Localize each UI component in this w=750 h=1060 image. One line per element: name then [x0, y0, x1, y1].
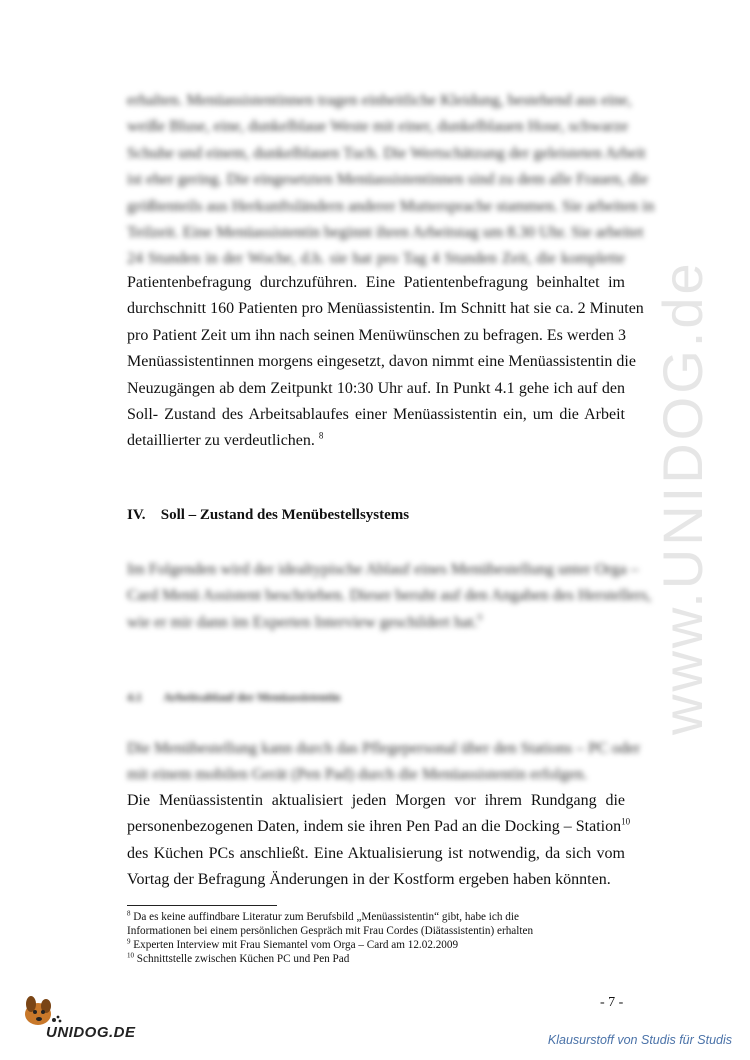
text-line: ist eher gering. Die eingesetzten Menüassistentinnen sind zu dem alle Frauen, die [127, 171, 649, 189]
tagline: Klausurstoff von Studis für Studis [547, 1033, 732, 1047]
footnote-number: 8 [127, 909, 131, 918]
text-line: Neuzugängen ab dem Zeitpunkt 10:30 Uhr auf. In Punkt 4.1 gehe ich auf den [127, 379, 625, 397]
logo-text[interactable]: UNIDOG.DE [46, 1024, 136, 1041]
section-number: IV. [127, 507, 146, 523]
footnote-number: 9 [127, 937, 131, 946]
footnotes [127, 910, 627, 966]
text-line: größtenteils aus Herkunftsländern anderer Muttersprache stammen. Sie arbeiten in [127, 197, 655, 215]
text-line-content: wie er mir dann im Experten Interview geschildert hat. [127, 613, 478, 631]
text-line [127, 814, 631, 840]
text-line: pro Patient Zeit um ihn nach seinen Menüwünschen zu befragen. Es werden 3 [127, 326, 626, 344]
text-line-content: personenbezogenen Daten, indem sie ihren Pen Pad an die Docking – Station [127, 818, 622, 836]
text-line: Die Menübestellung kann durch das Pflegepersonal über den Stations – PC oder [127, 740, 641, 757]
footnote-number: 10 [127, 951, 134, 960]
text-line [127, 428, 625, 454]
subsection-paragraph [127, 788, 631, 894]
text-line: durchschnitt 160 Patienten pro Menüassistentin. Im Schnitt hat sie ca. 2 Minuten [127, 300, 644, 318]
text-line: Schuhe und einem, dunkelblauen Tuch. Die Wertschätzung der geleisteten Arbeit [127, 144, 646, 162]
footnote [127, 924, 627, 938]
text-line: 24 Stunden in der Woche, d.h. sie hat pro Tag 4 Stunden Zeit, die komplette [127, 250, 625, 268]
subsection-heading [127, 690, 340, 705]
text-line: Patientenbefragung durchzuführen. Eine Patientenbefragung beinhaltet im [127, 274, 625, 291]
watermark: www.UNIDOG.de [651, 260, 714, 735]
footnote-ref: 9 [477, 612, 483, 623]
text-line [127, 610, 625, 636]
text-line: mit einem mobilen Gerät (Pen Pad) durch die Menüassistentin erfolgen. [127, 766, 588, 784]
text-line: Teilzeit. Eine Menüassistentin beginnt ihren Arbeitstag um 8.30 Uhr. Sie arbeitet [127, 224, 644, 242]
footnote-text: Da es keine auffindbare Literatur zum Berufsbild „Menüassistentin“ gibt, habe ich die [130, 911, 519, 923]
section-blurred-text [127, 557, 652, 636]
text-line: erhalten. Menüassistentinnen tragen einheitliche Kleidung, bestehend aus eine, [127, 92, 632, 109]
footnote-ref[interactable]: 10 [621, 817, 631, 828]
section-title: Soll – Zustand des Menübestellsystems [160, 507, 410, 523]
section-heading [127, 507, 409, 524]
footnote-text: Informationen bei einem persönlichen Gespräch mit Frau Cordes (Diätassistentin) erhalten [127, 925, 534, 937]
footnote [127, 910, 627, 924]
footnote-ref[interactable]: 8 [318, 431, 324, 442]
subsection-title: Arbeitsablauf der Menüassistentin [163, 690, 341, 704]
footnote-text: Experten Interview mit Frau Siemantel vom Orga – Card am 12.02.2009 [130, 939, 459, 951]
footnote [127, 952, 627, 966]
page-number: - 7 - [600, 995, 624, 1010]
text-line: weiße Bluse, eine, dunkelblaue Weste mit einer, dunkelblauen Hose, schwarze [127, 118, 629, 136]
text-line: Im Folgenden wird der idealtypische Ablauf eines Menübestellung unter Orga – [127, 561, 639, 578]
text-line: Card Menü Assistent beschrieben. Dieser beruht auf den Angaben des Herstellers, [127, 587, 652, 605]
text-line: des Küchen PCs anschließt. Eine Aktualisierung ist notwendig, da sich vom [127, 844, 625, 862]
footnote [127, 938, 627, 952]
footnote-text: Schnittstelle zwischen Küchen PC und Pen Pad [134, 953, 350, 965]
subsection-number: 4.1 [127, 690, 142, 704]
text-line: Die Menüassistentin aktualisiert jeden Morgen vor ihrem Rundgang die [127, 792, 625, 809]
subsection-blurred-text [127, 736, 641, 789]
text-line: Soll- Zustand des Arbeitsablaufes einer Menüassistentin ein, um die Arbeit [127, 406, 625, 424]
text-line-content: detaillierter zu verdeutlichen. [127, 432, 315, 450]
text-line: Menüassistentinnen morgens eingesetzt, davon nimmt eine Menüassistentin die [127, 353, 636, 371]
intro-paragraph [127, 270, 644, 455]
intro-blurred-text [127, 88, 655, 273]
text-line: Vortag der Befragung Änderungen in der Kostform ergeben haben könnten. [127, 871, 611, 889]
footnote-separator [127, 905, 277, 906]
